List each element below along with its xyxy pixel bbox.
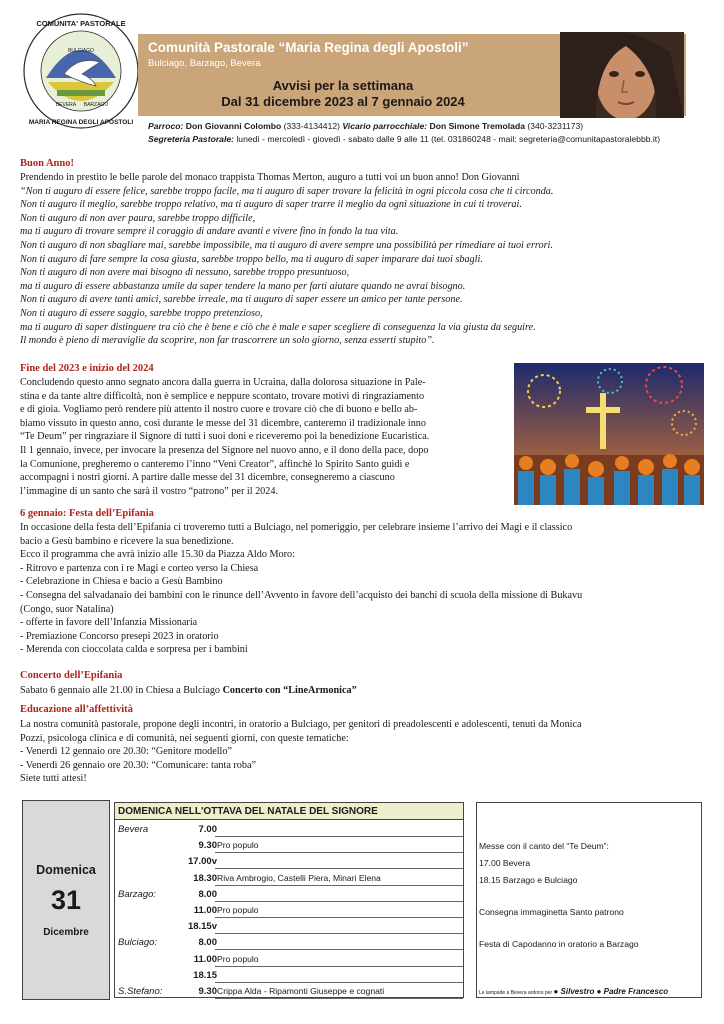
schedule-row [115,837,463,854]
schedule-time: 9.30 [198,986,217,997]
notice-heading: Avvisi per la settimana [272,78,414,93]
svg-text:COMUNITA' PASTORALE: COMUNITA' PASTORALE [36,19,126,28]
schedule-note: Messe con il canto del “Te Deum”: [479,841,609,851]
quote-line: Non ti auguro di non avere mai bisogno di nessuno, sarebbe troppo presuntuoso, [20,267,350,279]
text-line: e di gioia. Vogliamo però rendere più attento il nostro cuore e trovare ciò che di buono e bello ab- [20,404,418,416]
schedule-time: 7.00 [198,824,217,835]
text-line: - Premiazione Concorso presepi 2023 in oratorio [20,630,219,642]
text-line: Siete tutti attesi! [20,773,87,785]
schedule-intention [215,824,463,837]
lamp-dedication: Le lampade a Bevera ardono per ● Silvestro ● Padre Francesco [479,987,669,996]
epifania-text [20,521,582,657]
schedule-intention: Pro populo [215,954,463,967]
schedule-intention [215,889,463,902]
community-title: Comunità Pastorale “Maria Regina degli Apostoli” [148,40,469,55]
quote-line: ma ti auguro di trovare sempre il coraggio di andare avanti e vivere fino in fondo la tua vita. [20,226,399,238]
quote-line: Il mondo è pieno di meraviglie da scoprire, non far trascorrere un solo giorno, senza esserti stupito”. [20,335,435,347]
community-places: Bulciago, Barzago, Bevera [148,58,261,69]
text-line: bacio a Gesù bambino e ricevere la sua benedizione. [20,535,234,547]
quote-line: ma ti auguro di essere abbastanza umile da saper tendere la mano per farti aiutare quando ne avrai bisogno. [20,280,466,292]
schedule-row [115,821,463,838]
schedule-row [115,870,463,887]
text-line: (Congo, suor Natalina) [20,603,114,615]
text-line: “Te Deum” per ringraziare il Signore di tutti i suoi doni e riceveremo poi la benedizione Eucaristica. [20,431,430,443]
day-name: Domenica [36,863,96,877]
schedule-intention [215,970,463,983]
text-line: stina e da tante altre difficoltà, non è semplice e neppure scontato, trovare motivi di ringraziamento [20,390,425,402]
schedule-note: Festa di Capodanno in oratorio a Barzago [479,939,639,949]
schedule-row [115,934,463,951]
schedule-time: 11.00 [193,953,217,965]
text-line: l’immagine di un santo che sarà il vostro “patrono” per il 2024. [20,485,279,497]
schedule-place: Bevera [118,824,149,835]
text-line: - Celebrazione in Chiesa e bacio a Gesù Bambino [20,576,223,588]
schedule-intention: Riva Ambrogio, Castelli Piera, Minari Elena [215,873,463,886]
text-line: In occasione della festa dell’Epifania ci troveremo tutti a Bulciago, nel pomeriggio, per celebrare insieme l’arrivo dei Magi e il classico [20,522,573,533]
schedule-row [115,918,463,935]
schedule-time: 9.30 [198,840,217,852]
quote-line: “Non ti auguro di essere felice, sarebbe troppo facile, ma ti auguro di saper trovare la felicità in ogni piccola cosa che ti circonda. [20,185,554,197]
schedule-note: Consegna immaginetta Santo patrono [479,907,624,917]
text-line: Il 1 gennaio, invece, per invocare la presenza del Signore nel nuovo anno, e il dono della pace, dopo [20,444,429,456]
schedule-row [115,902,463,919]
schedule-place: Bulciago: [118,937,158,949]
svg-text:BULCIAGO: BULCIAGO [68,48,94,54]
text-line: - offerte in favore dell’Infanzia Missionaria [20,617,198,629]
quote-line: Non ti auguro di avere tanti amici, sarebbe irreale, ma ti auguro di saper essere un amico per tante persone. [20,294,463,306]
schedule-time: 18.30 [193,872,217,884]
text-line: - Ritrovo e partenza con i re Magi e corteo verso la Chiesa [20,562,259,574]
svg-text:BEVERA: BEVERA [55,102,77,108]
schedule-intention [215,937,463,950]
schedule-note: 18.15 Barzago e Bulciago [479,875,578,885]
section-title-fine-anno: Fine del 2023 e inizio del 2024 [20,363,154,374]
schedule-intention: Crippa Alda - Ripamonti Giuseppe e cognati [215,986,463,999]
madonna-portrait [560,32,684,118]
schedule-note: 17.00 Bevera [479,858,531,868]
day-number: 31 [50,885,82,915]
text-line: - Consegna del salvadanaio dei bambini con le rinunce dell’Avvento in favore dell’acquisto dei banchi di scuola della missione di Bukavu [20,589,583,601]
schedule-intention: Pro populo [215,840,463,853]
section-title-concerto: Concerto dell’Epifania [20,670,123,681]
schedule-time: 18.15 [193,969,217,981]
schedule-row [115,951,463,968]
text-line: accompagni i nostri giorni. A partire dalle messe del 31 dicembre, consegneremo a ciascuno [20,472,395,484]
contact-info: Parroco: Don Giovanni Colombo (333-4134412) Vicario parrocchiale: Don Simone Tremolada (340-3231173) Segreteria Pastorale: lunedì - mercoledì - giovedì - sabato dalle 9 alle 11 (tel. 031860248 - mail: segreteria@comunitapastoralebbb.it) [148,121,661,144]
text-line: - Venerdì 26 gennaio ore 20.30: “Comunicare: tanta roba” [20,759,257,771]
mass-schedule-table [114,802,464,998]
section-title-buon-anno: Buon Anno! [20,158,74,169]
schedule-row [115,967,463,984]
schedule-intention [215,856,463,869]
text-line: Ecco il programma che avrà inizio alle 15.30 da Piazza Aldo Moro: [20,549,295,561]
text-line: la Comunione, pregheremo o canteremo l’inno “Veni Creator”, affinchè lo Spirito Santo guidi e [20,458,410,470]
schedule-notes [476,802,702,998]
day-box [22,800,110,1000]
text-line: - Merenda con cioccolata calda e sorpresa per i bambini [20,644,248,656]
section-title-educazione: Educazione all’affettività [20,704,133,715]
schedule-time: 17.00v [187,856,217,868]
quote-line: Non ti auguro di essere saggio, sarebbe troppo pretenzioso, [20,307,263,319]
section-title-epifania: 6 gennaio: Festa dell’Epifania [20,508,154,519]
schedule-time: 18.15v [187,921,217,933]
quote-line: Non ti auguro di non aver paura, sarebbe troppo difficile, [20,212,256,224]
schedule-place: Barzago: [118,888,157,900]
svg-text:MARIA REGINA DEGLI APOSTOLI: MARIA REGINA DEGLI APOSTOLI [28,119,134,126]
schedule-intention: Pro populo [215,905,463,918]
schedule-time: 8.00 [198,888,217,900]
quote-line: Non ti auguro il meglio, sarebbe troppo relativo, ma ti auguro di saper trarre il meglio da ogni situazione in cui ti troverai. [20,199,522,211]
schedule-row [115,853,463,870]
day-month: Dicembre [43,927,89,938]
schedule-heading: DOMENICA NELL'OTTAVA DEL NATALE DEL SIGNORE [115,803,463,820]
text-line: Pozzi, psicologa clinica e di comunità, nei seguenti giorni, con queste tematiche: [20,732,349,744]
quote-line: Non ti auguro di non sbagliare mai, sarebbe impossibile, ma ti auguro di avere sempre una possibilità per rimediare ai tuoi errori. [20,239,553,251]
schedule-row [115,886,463,903]
notice-dates: Dal 31 dicembre 2023 al 7 gennaio 2024 [221,94,465,109]
text-line: La nostra comunità pastorale, propone degli incontri, in oratorio a Bulciago, per genitori di preadolescenti e adolescenti, tenuti da Monica [20,719,582,730]
schedule-place: S.Stefano: [118,986,163,997]
parish-logo [22,12,140,130]
text-line: Concludendo questo anno segnato ancora dalla guerra in Ucraina, dalla dolorosa situazione in Pale- [20,377,426,388]
schedule-time: 11.00 [193,905,217,916]
schedule-time: 8.00 [198,937,217,949]
merton-quote [20,185,553,348]
text-line: biamo vissuto in questo anno, così durante le messe del 31 dicembre, canteremo il tradizionale inno [20,417,426,429]
fine-anno-text [20,376,429,498]
new-year-celebration-image [514,363,704,505]
educazione-text [20,718,582,786]
quote-line: Non ti auguro di fare sempre la cosa giusta, sarebbe troppo bello, ma ti auguro di saper imparare dai tuoi sbagli. [20,253,483,265]
schedule-intention [215,921,463,934]
text-line: - Venerdì 12 gennaio ore 20.30: “Genitore modello” [20,746,232,758]
concerto-text: Sabato 6 gennaio alle 21.00 in Chiesa a Bulciago Concerto con “LineArmonica” [20,685,357,696]
schedule-row [115,983,463,1000]
quote-line: ma ti auguro di saper distinguere tra ciò che è bene e ciò che è male e saper scegliere di conseguenza la via giusta da seguire. [20,321,536,333]
buon-anno-text: Prendendo in prestito le belle parole del monaco trappista Thomas Merton, auguro a tutti voi un buon anno! Don Giovanni “Non ti auguro di essere felice, sarebbe troppo facile, ma ti auguro di saper trovare la felicità in ogni piccola cosa che ti circonda. Non ti auguro il meglio, sarebbe troppo relativo, ma ti auguro di saper trarre il meglio da ogni situazione in cui ti troverai. Non ti auguro di non aver paura, sarebbe troppo difficile, ma ti auguro di trovare sempre il coraggio di andare avanti e vivere fino in fondo la tua vita. Non ti auguro di non sbagliare mai, sarebbe impossibile, ma ti auguro di avere sempre una possibilità per rimediare ai tuoi errori. Non ti auguro di fare sempre la cosa giusta, sarebbe troppo bello, ma ti auguro di saper imparare dai tuoi sbagli. Non ti auguro di non avere mai bisogno di nessuno, sarebbe troppo presuntuoso, ma ti auguro di essere abbastanza umile da saper tendere la mano per farti aiutare quando ne avrai bisogno. Non ti auguro di avere tanti amici, sarebbe irreale, ma ti auguro di saper essere un amico per tante persone. Non ti auguro di essere saggio, sarebbe troppo pretenzioso, ma ti auguro di saper distinguere tra ciò che è bene e ciò che è male e saper scegliere di conseguenza la via giusta da seguire. Il mondo è pieno di meraviglie da scoprire, non far trascorrere un solo giorno, senza esserti stupito”. [20,172,554,347]
svg-text:BARZAGO: BARZAGO [83,102,109,108]
